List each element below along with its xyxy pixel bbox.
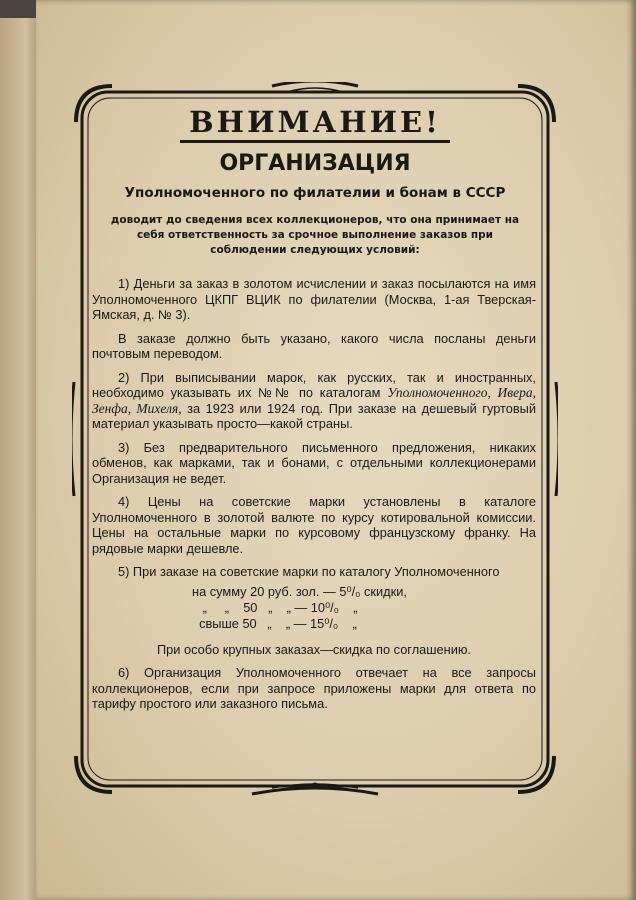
organization-subtitle: Уполномоченного по филателии и бонам в СССР [124, 185, 506, 201]
condition-1: 1) Деньги за заказ в золотом исчислении и заказ посылаются на имя Уполномоченного ЦКПГ ВЦИК по филателии (Москва, 1-ая Тверская-Ямская, д. № 3). [92, 276, 536, 322]
condition-5: 5) При заказе на советские марки по каталогу Уполномоченного [118, 564, 500, 579]
condition-6: 6) Организация Уполномоченного отвечает на все запросы коллекционеров, если при запросе приложены марки для ответа по тарифу простого или заказного письма. [92, 665, 536, 711]
discount-row: „ „ 50 „ „ — 10⁰/₀ „ [192, 599, 358, 615]
notice-heading: ВНИМАНИЕ! [189, 105, 441, 139]
notice-content [84, 94, 546, 712]
page-shadow [626, 0, 636, 900]
conditions-list [92, 276, 536, 712]
condition-2-end: за 1923 или 1924 год. При заказе на дешевый гуртовый материал указывать просто—какой страны. [92, 400, 537, 431]
condition-2-start: 2) При выписывании марок, как русских, так и иностранных, необходимо указывать их №№ по каталогам [92, 369, 536, 400]
discount-row: на сумму 20 руб. зол. — 5⁰/₀ скидки, [192, 583, 407, 599]
intro-text: доводит до сведения всех коллекционеров, что она принимает на себя ответственность за срочное выполнение заказов при соблюдении следующих условий: [110, 214, 520, 256]
condition-2 [92, 370, 536, 432]
discount-row: свыше 50 „ „ — 15⁰/₀ „ [192, 615, 357, 631]
discount-table [192, 584, 536, 632]
condition-2-catalogs: Уполномоченного, Ивера, Зенфа, Михеля, [92, 385, 537, 416]
condition-4: 4) Цены на советские марки установлены в каталоге Уполномоченного в золотой валюте по курсу котировальной комиссии. Цены на остальные марки по курсовому французскому франку. На рядовые марки дешевле. [92, 494, 536, 556]
organization-title: ОРГАНИЗАЦИЯ [219, 151, 411, 176]
condition-5-note: При особо крупных заказах—скидка по соглашению. [156, 641, 472, 657]
heading-underline [180, 140, 450, 143]
condition-3: 3) Без предварительного письменного предложения, никаких обменов, как марками, так и бонами, с отдельными коллекционерами Организация не ведет. [92, 439, 536, 486]
condition-1-note: В заказе должно быть указано, какого числа посланы деньги почтовым переводом. [92, 330, 536, 361]
